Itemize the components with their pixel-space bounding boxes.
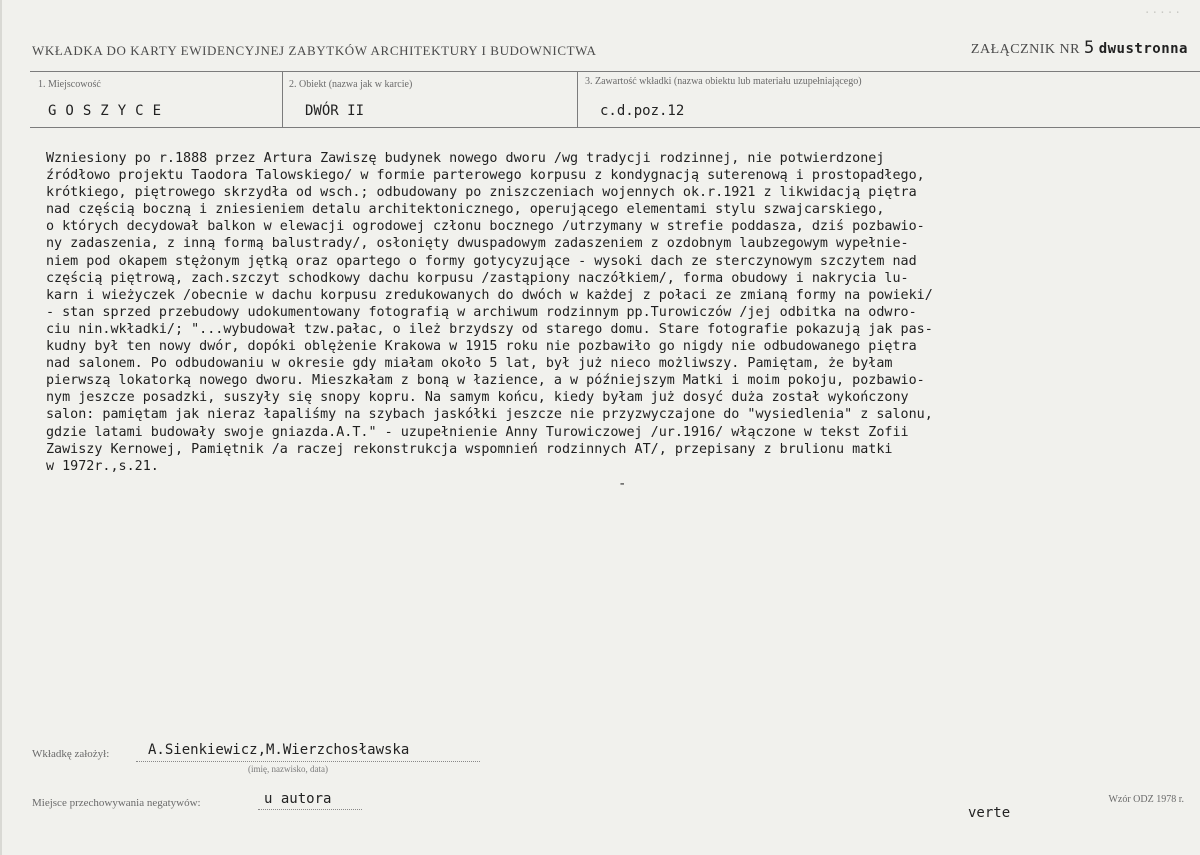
header-rule-top [30, 71, 1200, 72]
end-mark: - [618, 476, 627, 492]
content-value: c.d.poz.12 [600, 103, 685, 119]
attachment-note: dwustronna [1098, 41, 1188, 57]
faint-stamp: ····· [1143, 6, 1182, 19]
negatives-value: u autora [264, 791, 332, 807]
field-divider-2 [577, 71, 578, 127]
form-title: WKŁADKA DO KARTY EWIDENCYJNEJ ZABYTKÓW ARCHITEKTURY I BUDOWNICTWA [32, 43, 597, 58]
object-value: DWÓR II [305, 103, 365, 119]
object-label: 2. Obiekt (nazwa jak w karcie) [289, 79, 413, 90]
content-label: 3. Zawartość wkładki (nazwa obiektu lub materiału uzupełniającego) [585, 76, 862, 87]
place-value: GOSZYCE [48, 103, 171, 119]
author-hint: (imię, nazwisko, data) [248, 764, 328, 774]
header-rule-bottom [30, 127, 1200, 128]
author-dotted-line [136, 761, 480, 762]
verte-note: verte [968, 805, 1011, 821]
author-value: A.Sienkiewicz,M.Wierzchosławska [148, 742, 410, 758]
author-label: Wkładkę założył: [32, 748, 110, 760]
negatives-dotted-line [258, 809, 362, 810]
attachment-number [971, 38, 1188, 58]
place-label: 1. Miejscowość [38, 79, 101, 90]
form-code: Wzór ODZ 1978 r. [1108, 794, 1184, 805]
description-text: Wzniesiony po r.1888 przez Artura Zawiszę budynek nowego dworu /wg tradycji rodzinnej, nie potwierdzonej źródłowo projektu Taodora Talowskiego/ w formie parterowego korpusu z kondygnacją suterenową i prostopadłego, krótkiego, piętrowego skrzydła od wsch.; odbudowany po zniszczeniach wojennych ok.r.1921 z likwidacją piętra nad częścią boczną i zniesieniem detalu architektonicznego, operującego elementami stylu szwajcarskiego, o których decydował balkon w elewacji ogrodowej członu bocznego /utrzymany w strefie poddasza, dziś pozbawio- ny zadaszenia, z inną formą balustrady/, osłonięty dwuspadowym zadaszeniem z ozdobnym laubzegowym wypełnie- niem pod okapem stężonym jętką oraz opartego o formy gotycyzujące - wysoki dach ze sterczynowym szczytem nad częścią piętrową, zach.szczyt schodkowy dachu korpusu /zastąpiony naczółkiem/, forma obudowy i nakrycia lu- karn i wieżyczek /obecnie w dachu korpusu zredukowanych do dwóch w każdej z połaci ze zmianą formy na powieki/ - stan sprzed przebudowy udokumentowany fotografią w archiwum rodzinnym pp.Turowiczów /jej odbitka na odwro- ciu nin.wkładki/; "...wybudował tzw.pałac, o ileż brzydszy od starego domu. Stare fotografie pokazują jak pas- kudny był ten nowy dwór, dopóki oblężenie Krakowa w 1915 roku nie pozbawiło go nigdy nie odbudowanego piętra nad salonem. Po odbudowaniu w okresie gdy miałam około 5 lat, był już nieco możliwszy. Pamiętam, że byłam pierwszą lokatorką nowego dworu. Mieszkałam z boną w łazience, a w późniejszym Matki i moim pokoju, pozbawio- nym jeszcze posadzki, suszyły się snopy kopru. Na samym końcu, kiedy byłam już dosyć duża został wykończony salon: pamiętam jak nieraz łapaliśmy na szybach jaskółki jeszcze nie przyzwyczajone do "wysiedlenia" z salonu, gdzie latami budowały swoje gniazda.A.T." - uzupełnienie Anny Turowiczowej /ur.1916/ włączone w tekst Zofii Zawiszy Kernowej, Pamiętnik /a raczej rekonstrukcja wspomnień rodzinnych AT/, przepisany z brulionu matki w 1972r.,s.21. [46, 151, 933, 474]
attachment-number-value: 5 [1083, 38, 1095, 58]
negatives-label: Miejsce przechowywania negatywów: [32, 797, 201, 809]
attachment-label: ZAŁĄCZNIK NR [970, 42, 1080, 57]
field-divider-1 [282, 71, 283, 127]
